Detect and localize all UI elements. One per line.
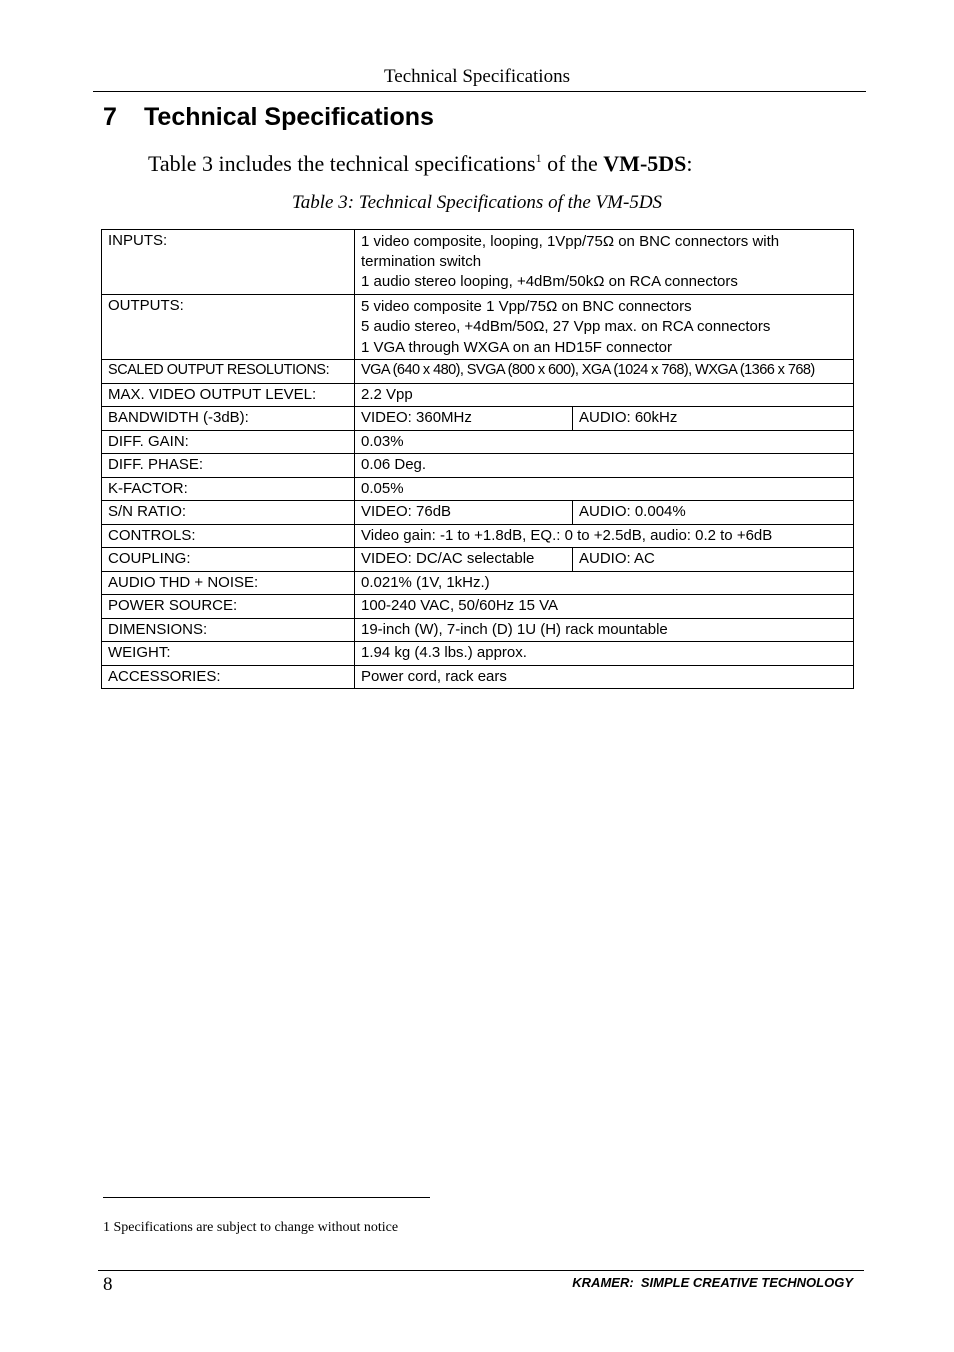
spec-label: OUTPUTS: (102, 294, 355, 360)
spec-value-video: VIDEO: 76dB (355, 501, 573, 525)
table-row (102, 595, 854, 619)
spec-label: POWER SOURCE: (102, 595, 355, 619)
intro-text-end: : (686, 151, 693, 176)
footer-rule (98, 1270, 864, 1271)
spec-label: SCALED OUTPUT RESOLUTIONS: (102, 360, 355, 384)
spec-label: MAX. VIDEO OUTPUT LEVEL: (102, 383, 355, 407)
header-rule (93, 91, 866, 92)
spec-value-audio: AUDIO: 60kHz (573, 407, 854, 431)
table-row (102, 501, 854, 525)
spec-value: 0.021% (1V, 1kHz.) (355, 571, 854, 595)
spec-value-line: 1 video composite, looping, 1Vpp/75Ω on BNC connectors with (361, 233, 780, 250)
table-row (102, 360, 854, 384)
table-caption: Table 3: Technical Specifications of the VM-5DS (291, 192, 663, 213)
spec-value: 0.06 Deg. (355, 454, 854, 478)
table-row (102, 230, 854, 295)
spec-value-line: 1 audio stereo looping, +4dBm/50kΩ on RCA connectors (361, 273, 738, 290)
spec-value: Video gain: -1 to +1.8dB, EQ.: 0 to +2.5dB, audio: 0.2 to +6dB (355, 524, 854, 548)
spec-value: 0.05% (355, 477, 854, 501)
table-row (102, 548, 854, 572)
specifications-table (101, 229, 854, 689)
spec-value: Power cord, rack ears (355, 665, 854, 689)
intro-paragraph (148, 150, 693, 178)
running-header: Technical Specifications (384, 66, 570, 87)
spec-value (355, 294, 854, 360)
page-number: 8 (103, 1274, 113, 1295)
spec-label: DIFF. GAIN: (102, 430, 355, 454)
table-row (102, 524, 854, 548)
section-heading (103, 101, 434, 133)
spec-value (355, 230, 854, 295)
spec-value-line: termination switch (361, 252, 482, 270)
spec-label: CONTROLS: (102, 524, 355, 548)
spec-value: 0.03% (355, 430, 854, 454)
footnote-reference[interactable]: 1 (535, 151, 542, 165)
section-number: 7 (103, 103, 117, 131)
spec-label: COUPLING: (102, 548, 355, 572)
spec-value-audio: AUDIO: AC (573, 548, 854, 572)
spec-value-line: 5 video composite 1 Vpp/75Ω on BNC connectors (361, 297, 692, 315)
spec-value: 100-240 VAC, 50/60Hz 15 VA (355, 595, 854, 619)
intro-text-middle: of the (541, 151, 604, 176)
spec-label: AUDIO THD + NOISE: (102, 571, 355, 595)
table-row (102, 665, 854, 689)
intro-text: Table 3 includes the technical specifications (148, 151, 536, 176)
table-row (102, 430, 854, 454)
table-row (102, 294, 854, 360)
spec-label: WEIGHT: (102, 642, 355, 666)
table-row (102, 642, 854, 666)
spec-label: INPUTS: (102, 230, 355, 295)
spec-value-audio: AUDIO: 0.004% (573, 501, 854, 525)
spec-value: 1.94 kg (4.3 lbs.) approx. (355, 642, 854, 666)
footer-brand: KRAMER: SIMPLE CREATIVE TECHNOLOGY (572, 1275, 853, 1290)
spec-label: ACCESSORIES: (102, 665, 355, 689)
spec-value-video: VIDEO: DC/AC selectable (355, 548, 573, 572)
section-title: Technical Specifications (144, 103, 434, 131)
spec-label: S/N RATIO: (102, 501, 355, 525)
footnote: 1 Specifications are subject to change without notice (103, 1220, 399, 1235)
spec-label: DIMENSIONS: (102, 618, 355, 642)
spec-label: DIFF. PHASE: (102, 454, 355, 478)
spec-value-line: 5 audio stereo, +4dBm/50Ω, 27 Vpp max. on RCA connectors (361, 318, 771, 335)
table-row (102, 477, 854, 501)
spec-label: BANDWIDTH (-3dB): (102, 407, 355, 431)
table-row (102, 618, 854, 642)
product-name: VM-5DS (603, 151, 687, 176)
footnote-rule (103, 1197, 430, 1198)
spec-value: 2.2 Vpp (355, 383, 854, 407)
spec-label: K-FACTOR: (102, 477, 355, 501)
table-row (102, 407, 854, 431)
table-row (102, 454, 854, 478)
table-row (102, 571, 854, 595)
spec-value-video: VIDEO: 360MHz (355, 407, 573, 431)
spec-value: VGA (640 x 480), SVGA (800 x 600), XGA (1024 x 768), WXGA (1366 x 768) (355, 360, 854, 384)
spec-value-line: 1 VGA through WXGA on an HD15F connector (361, 338, 673, 356)
spec-value: 19-inch (W), 7-inch (D) 1U (H) rack mountable (355, 618, 854, 642)
table-row (102, 383, 854, 407)
